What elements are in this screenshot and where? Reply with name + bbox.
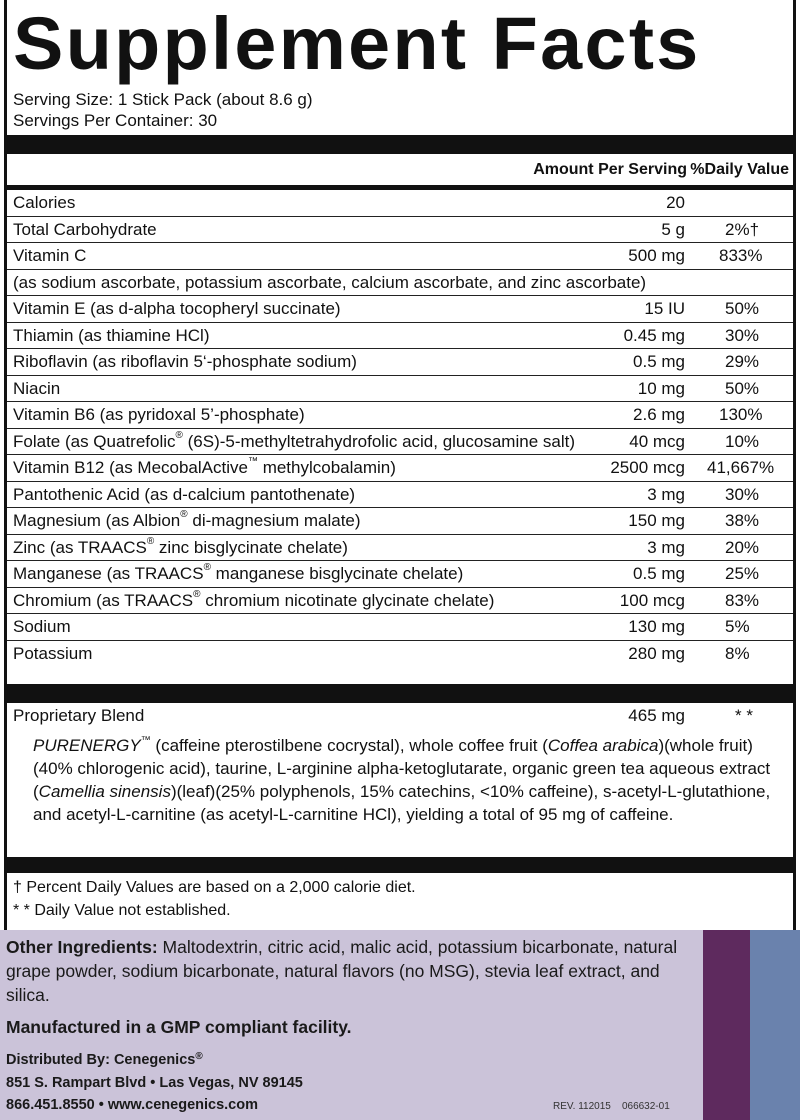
nutrient-row [7,402,793,429]
nutrient-amount: 3 mg [647,484,685,504]
nutrient-name [13,588,494,614]
nutrient-row [7,323,793,350]
nutrient-name: Sodium [13,617,71,636]
nutrient-row [7,455,793,482]
distributor-contact: 866.451.8550 • www.cenegenics.com [6,1097,258,1113]
nutrient-row [7,190,793,217]
nutrient-name-part: manganese bisglycinate chelate) [210,564,464,583]
nutrient-amount: 2.6 mg [633,405,685,424]
nutrient-name: Vitamin C [13,246,87,265]
nutrient-name [13,508,361,534]
trademark-mark: ® [203,562,211,573]
trademark-mark: ™ [247,456,258,467]
blend-dv: * * [735,706,753,725]
registered-mark: ® [195,1051,203,1062]
nutrient-name-part: Chromium (as TRAACS [13,590,194,610]
trademark-mark: ® [175,429,183,441]
header-amount: Amount Per Serving [533,161,687,178]
nutrient-daily-value: 41,667% [707,458,775,477]
nutrient-amount: 0.45 mg [623,325,685,345]
nutrient-amount: 130 mg [628,617,685,636]
nutrient-daily-value: 50% [725,299,760,318]
trademark-mark: ™ [140,735,151,746]
nutrient-name: Vitamin E (as d-alpha tocopheryl succinate) [13,299,341,318]
blend-name: Proprietary Blend [13,706,145,725]
revision-code: REV. 112015 066632-01 [553,1101,670,1112]
purple-stripe [703,930,750,1120]
nutrient-name: Vitamin B6 (as pyridoxal 5’-phosphate) [13,405,305,424]
nutrient-daily-value: 10% [725,431,760,451]
blend-text-part: PURENERGY [33,736,141,755]
nutrient-amount: 500 mg [628,246,685,265]
nutrient-name: Potassium [13,643,93,663]
nutrient-daily-value: 8% [725,643,750,663]
nutrient-row [7,376,793,403]
nutrient-row [7,296,793,323]
nutrient-daily-value: 2%† [725,219,760,239]
divider-bar-top [7,135,793,154]
nutrient-source-note [7,270,793,297]
nutrient-daily-value: 130% [719,405,763,424]
footnote-daily-values: † Percent Daily Values are based on a 2,000 calorie diet. [13,879,416,896]
nutrient-amount: 0.5 mg [633,352,685,371]
divider-bar-blend [7,684,793,703]
supplement-facts-panel [4,0,796,930]
distributor-name [6,1050,203,1070]
nutrient-row [7,535,793,562]
nutrient-row [7,349,793,376]
nutrient-row [7,217,793,244]
nutrient-name-part: Vitamin B12 (as MecobalActive [13,458,248,477]
nutrient-name-part: (6S)-5-methyltetrahydrofolic acid, glucosamine salt) [182,431,575,451]
other-ingredients [6,935,696,1007]
footnote-not-established: * * Daily Value not established. [13,902,231,919]
nutrient-daily-value: 5% [725,617,750,636]
nutrient-name-part: Zinc (as TRAACS [13,537,147,557]
nutrient-row [7,614,793,641]
servings-per-container: Servings Per Container: 30 [13,111,218,130]
nutrient-name-part: Manganese (as TRAACS [13,564,204,583]
nutrient-daily-value: 50% [725,378,760,398]
header-daily-value: %Daily Value [690,161,789,178]
distributor-name-text: Distributed By: Cenegenics [6,1052,196,1068]
nutrient-name [13,455,396,481]
nutrient-name-part: methylcobalamin) [257,458,396,477]
trademark-mark: ® [146,535,155,547]
divider-bar-bottom [7,857,793,873]
nutrient-amount: 15 IU [644,299,685,318]
nutrient-name-part: di-magnesium malate) [187,511,361,530]
nutrient-amount: 20 [666,193,685,212]
nutrient-daily-value: 30% [725,484,760,504]
nutrient-amount: 3 mg [647,537,685,557]
nutrient-name-part: Folate (as Quatrefolic [13,431,176,451]
nutrient-row [7,482,793,509]
nutrient-note: (as sodium ascorbate, potassium ascorbate, calcium ascorbate, and zinc ascorbate) [13,272,647,292]
trademark-mark: ® [180,509,188,520]
nutrient-name: Calories [13,193,76,212]
nutrient-daily-value: 25% [725,564,760,583]
nutrient-amount: 10 mg [637,378,685,398]
nutrient-row [7,429,793,456]
nutrient-name [13,561,463,587]
nutrient-name-part: zinc bisglycinate chelate) [154,537,348,557]
nutrient-row [7,243,793,270]
other-ingredients-label: Other Ingredients: [6,937,158,957]
nutrient-row [7,561,793,588]
nutrient-daily-value: 30% [725,325,760,345]
blend-text-part: Camellia sinensis [38,782,171,801]
nutrient-name: Niacin [13,378,61,398]
trademark-mark: ® [193,588,201,600]
blend-amount: 465 mg [628,706,685,725]
nutrient-name: Riboflavin (as riboflavin 5‘-phosphate sodium) [13,352,357,371]
nutrient-amount: 100 mcg [619,590,685,610]
nutrient-name: Total Carbohydrate [13,219,157,239]
nutrient-name-part: Magnesium (as Albion [13,511,181,530]
nutrient-name: Pantothenic Acid (as d-calcium pantothenate) [13,484,356,504]
nutrient-amount: 40 mcg [629,431,685,451]
blend-ingredients [33,734,785,826]
nutrient-amount: 2500 mcg [610,458,685,477]
nutrient-name: Thiamin (as thiamine HCl) [13,325,210,345]
nutrient-amount: 5 g [661,219,685,239]
blue-stripe [750,930,800,1120]
nutrient-amount: 0.5 mg [633,564,685,583]
nutrient-name-part: chromium nicotinate glycinate chelate) [200,590,495,610]
nutrient-daily-value: 20% [725,537,760,557]
nutrient-amount: 150 mg [628,511,685,530]
distributor-address: 851 S. Rampart Blvd • Las Vegas, NV 89145 [6,1075,303,1091]
blend-text-part: Coffea arabica [547,736,659,755]
panel-title: Supplement Facts [13,2,701,85]
nutrient-name [13,535,348,561]
nutrient-row [7,641,793,668]
nutrient-daily-value: 83% [725,590,760,610]
nutrient-daily-value: 833% [719,246,763,265]
blend-text-part: )(leaf)(25% polyphenols, 15% catechins, <10% caffeine), s-acetyl-L-glutathione, and acetyl-L-carnitine (as acetyl-L-carnitine HCl), yielding a total of 95 mg of caffeine. [33,782,771,824]
manufactured-statement: Manufactured in a GMP compliant facility. [6,1017,352,1037]
nutrient-row [7,508,793,535]
nutrient-daily-value: 29% [725,352,760,371]
nutrient-amount: 280 mg [628,643,685,663]
nutrient-name [13,429,575,455]
other-ingredients-text: Maltodextrin, citric acid, malic acid, potassium bicarbonate, natural grape powder, sodium bicarbonate, natural flavors (no MSG), stevia leaf extract, and silica. [6,937,678,1005]
proprietary-blend-row [7,703,793,729]
nutrient-table [7,190,793,667]
nutrient-row [7,588,793,615]
blend-text-part: )(whole fruit)(40% chlorogenic acid), taurine, L-arginine alpha-ketoglutarate, organic green tea aqueous extract ( [33,736,771,801]
table-header [7,154,793,190]
nutrient-daily-value: 38% [725,511,760,530]
blend-text-part: (caffeine pterostilbene cocrystal), whole coffee fruit ( [150,736,548,755]
serving-size: Serving Size: 1 Stick Pack (about 8.6 g) [13,90,313,109]
